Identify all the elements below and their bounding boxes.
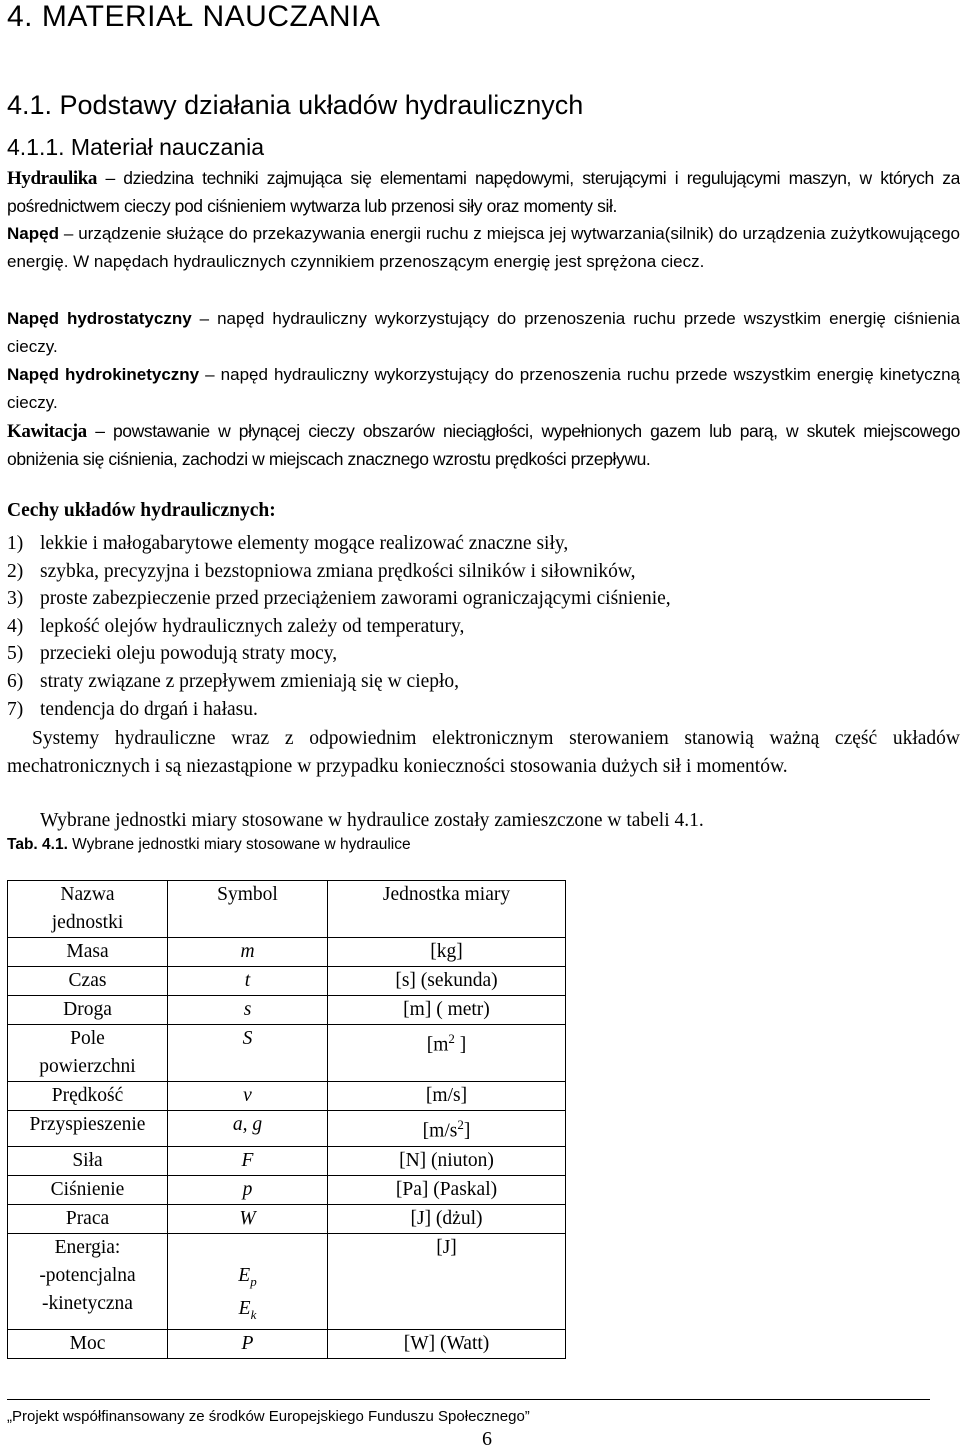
table-row: Ciśnienie p [Pa] (Paskal) (8, 1175, 566, 1204)
table-row: Energia: -potencjalna -kinetyczna $E_p$ $E_k$ [J] (8, 1233, 566, 1330)
header-symbol: Symbol (168, 881, 328, 938)
table-caption: Tab. 4.1. Wybrane jednostki miary stosowane w hydraulice (7, 836, 411, 853)
footer-divider (7, 1399, 930, 1400)
table-row: Praca W [J] (dżul) (8, 1204, 566, 1233)
header-unit: Jednostka miary (328, 881, 566, 938)
definition-text: – urządzenie służące do przekazywania energii ruchu z miejsca jej wytwarzania(silnik) do urządzenia zużytkowującego energię. W napędach hydraulicznych czynnikiem przenoszącym energię jest sprężona ciecz. (7, 224, 960, 271)
definition-term: Napęd (7, 224, 59, 243)
definition-hydrostatyczny (7, 305, 960, 360)
definition-term: Kawitacja (7, 421, 87, 442)
table-row: Prędkość v [m/s] (8, 1082, 566, 1111)
systems-paragraph: Systemy hydrauliczne wraz z odpowiednim elektronicznym sterowaniem stanowią ważną część układów mechatronicznych i są niezastąpione w przypadku konieczności stosowania dużych sił i momentów. (7, 728, 960, 777)
definition-hydraulika (7, 165, 960, 220)
definition-term: Napęd hydrostatyczny (7, 309, 192, 328)
table-row: Przyspieszenie a, g $[m/s^2]$ (8, 1111, 566, 1147)
list-item: 3) proste zabezpieczenie przed przeciążeniem zaworami ograniczającymi ciśnienie, (7, 588, 671, 610)
table-row: Pole powierzchni S [$m^2$ ] (8, 1025, 566, 1082)
units-table (7, 880, 566, 1359)
table-header-row (8, 881, 566, 938)
table-row: Moc P [W] (Watt) (8, 1330, 566, 1359)
definition-naped (7, 220, 960, 275)
definition-text: – napęd hydrauliczny wykorzystujący do przenoszenia ruchu przede wszystkim energię ciśnienia cieczy. (7, 309, 960, 356)
table-row: Droga s [m] ( metr) (8, 996, 566, 1025)
footer-text: „Projekt współfinansowany ze środków Europejskiego Funduszu Społecznego” (7, 1408, 530, 1425)
definition-text: – napęd hydrauliczny wykorzystujący do przenoszenia ruchu przede wszystkim energię kinetyczną cieczy. (7, 365, 960, 412)
section-heading: 4.1. Podstawy działania układów hydraulicznych (7, 90, 584, 120)
header-name: Nazwa jednostki (8, 881, 168, 938)
features-heading: Cechy układów hydraulicznych: (7, 500, 276, 521)
features-list (7, 530, 671, 723)
list-item: 4) lepkość olejów hydraulicznych zależy od temperatury, (7, 615, 465, 637)
table-row: Czas t [s] (sekunda) (8, 967, 566, 996)
chapter-heading: 4. MATERIAŁ NAUCZANIA (7, 0, 381, 33)
definition-kawitacja (7, 418, 960, 473)
list-item: 6) straty związane z przepływem zmieniają się w ciepło, (7, 670, 460, 692)
subsection-heading: 4.1.1. Materiał nauczania (7, 134, 264, 160)
page-number: 6 (482, 1428, 492, 1450)
definition-hydrokinetyczny (7, 361, 960, 416)
list-item: 1) lekkie i małogabarytowe elementy mogące realizować znaczne siły, (7, 533, 569, 554)
table-row: Masa m [kg] (8, 938, 566, 967)
list-item: 2) szybka, precyzyjna i bezstopniowa zmiana prędkości silników i siłowników, (7, 560, 636, 582)
definition-text: – dziedzina techniki zajmująca się elementami napędowymi, sterującymi i regulującymi maszyn, w których za pośrednictwem cieczy pod ciśnieniem wytwarza lub przenosi siły oraz momenty sił. (7, 168, 960, 216)
definition-term: Hydraulika (7, 168, 97, 189)
table-row: Siła F [N] (niuton) (8, 1146, 566, 1175)
definition-text: – powstawanie w płynącej cieczy obszarów nieciągłości, wypełnionych gazem lub parą, w skutek miejscowego obniżenia się ciśnienia, zachodzi w miejscach znacznego wzrostu prędkości przepływu. (7, 421, 960, 469)
units-intro: Wybrane jednostki miary stosowane w hydraulice zostały zamieszczone w tabeli 4.1. (40, 810, 704, 831)
list-item: 5) przecieki oleju powodują straty mocy, (7, 643, 338, 665)
definition-term: Napęd hydrokinetyczny (7, 365, 200, 384)
list-item: 7) tendencja do drgań i hałasu. (7, 698, 258, 720)
